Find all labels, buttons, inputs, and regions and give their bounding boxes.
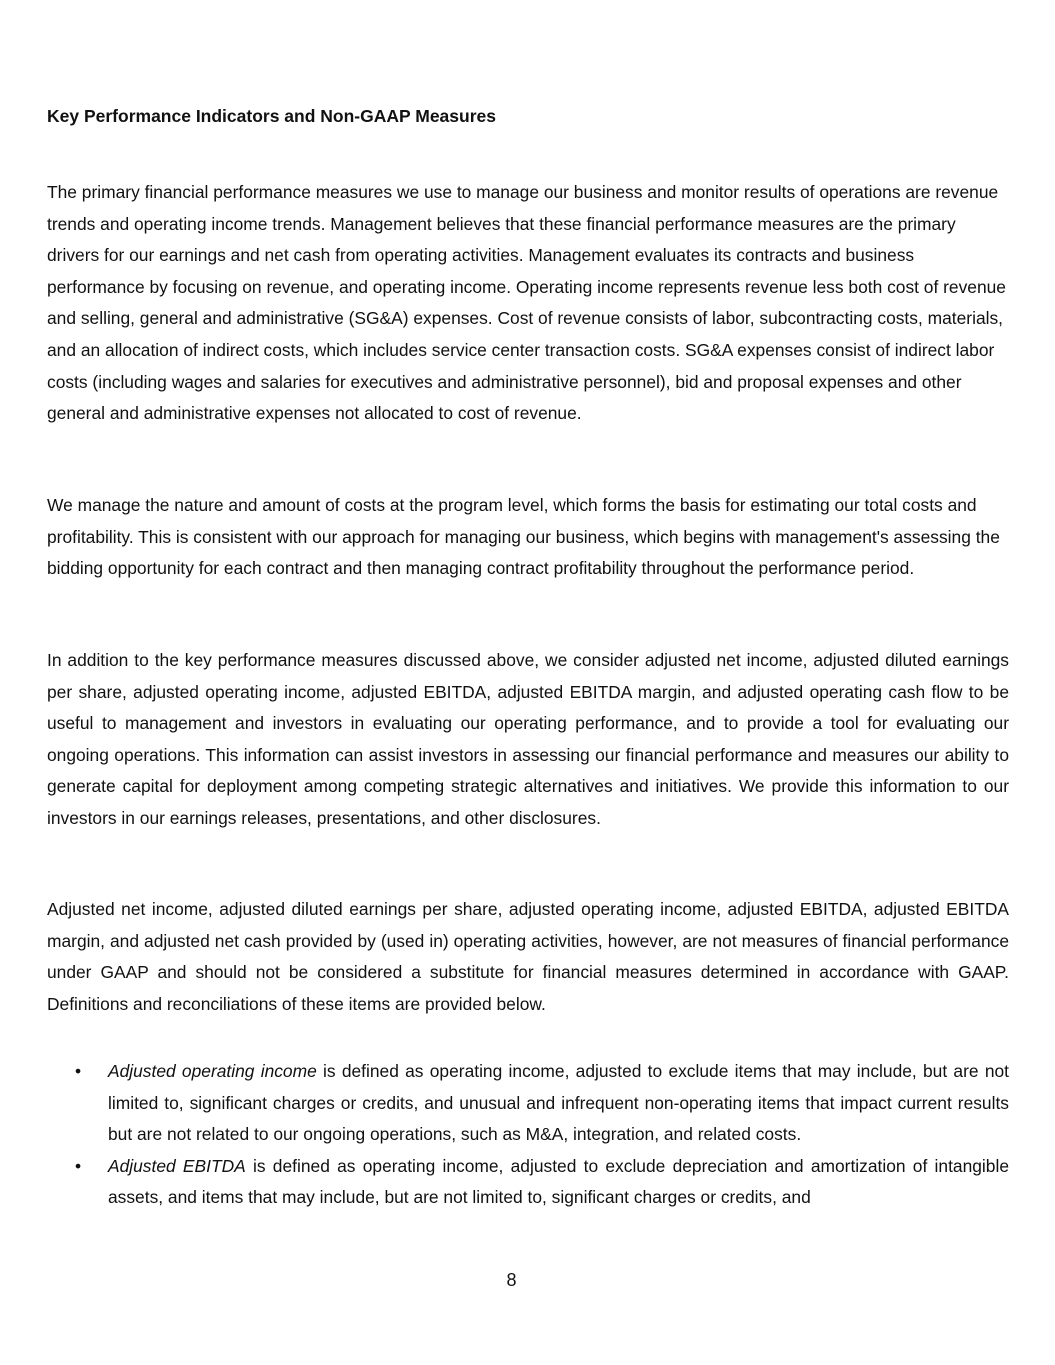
definition-term: Adjusted EBITDA [108, 1155, 246, 1176]
paragraph-non-gaap-usage: In addition to the key performance measures discussed above, we consider adjusted net income, adjusted diluted earnings per share, adjusted operating income, adjusted EBITDA, adjusted EBITDA margin, and adjusted operating cash flow to be useful to management and investors in evaluating our operating performance, and to provide a tool for evaluating our ongoing operations. This information can assist investors in assessing our financial performance and measures our ability to generate capital for deployment among competing strategic alternatives and initiatives. We provide this information to our investors in our earnings releases, presentations, and other disclosures. [47, 650, 1009, 828]
bullet-marker: • [75, 1155, 82, 1176]
page-number: 8 [506, 1270, 517, 1290]
definitions-list [47, 1056, 1009, 1214]
paragraph-cost-management: We manage the nature and amount of costs at the program level, which forms the basis for estimating our total costs and profitability. This is consistent with our approach for managing our business, which begins with management's assessing the bidding opportunity for each contract and then managing contract profitability throughout the performance period. [47, 495, 1000, 579]
section-heading: Key Performance Indicators and Non-GAAP Measures [47, 106, 496, 126]
definition-adjusted-ebitda [47, 1151, 1009, 1214]
definition-adjusted-operating-income [47, 1056, 1009, 1151]
definition-text: is defined as operating income, adjusted to exclude depreciation and amortization of intangible assets, and items that may include, but are not limited to, significant charges or credits, and [108, 1155, 1010, 1208]
definition-term: Adjusted operating income [108, 1061, 317, 1081]
paragraph-non-gaap-disclaimer: Adjusted net income, adjusted diluted earnings per share, adjusted operating income, adjusted EBITDA, adjusted EBITDA margin, and adjusted net cash provided by (used in) operating activities, however, are not measures of financial performance under GAAP and should not be considered a substitute for financial measures determined in accordance with GAAP. Definitions and reconciliations of these items are provided below. [47, 899, 1009, 1014]
definition-text: is defined as operating income, adjusted to exclude items that may include, but are not limited to, significant charges or credits, and unusual and infrequent non-operating items that impact current results but are not related to our ongoing operations, such as M&A, integration, and related costs. [108, 1061, 1009, 1145]
bullet-marker: • [75, 1061, 82, 1081]
paragraph-kpi-overview: The primary financial performance measures we use to manage our business and monitor results of operations are revenue trends and operating income trends. Management believes that these financial performance measures are the primary drivers for our earnings and net cash from operating activities. Management evaluates its contracts and business performance by focusing on revenue, and operating income. Operating income represents revenue less both cost of revenue and selling, general and administrative (SG&A) expenses. Cost of revenue consists of labor, subcontracting costs, materials, and an allocation of indirect costs, which includes service center transaction costs. SG&A expenses consist of indirect labor costs (including wages and salaries for executives and administrative personnel), bid and proposal expenses and other general and administrative expenses not allocated to cost of revenue. [47, 182, 1006, 424]
